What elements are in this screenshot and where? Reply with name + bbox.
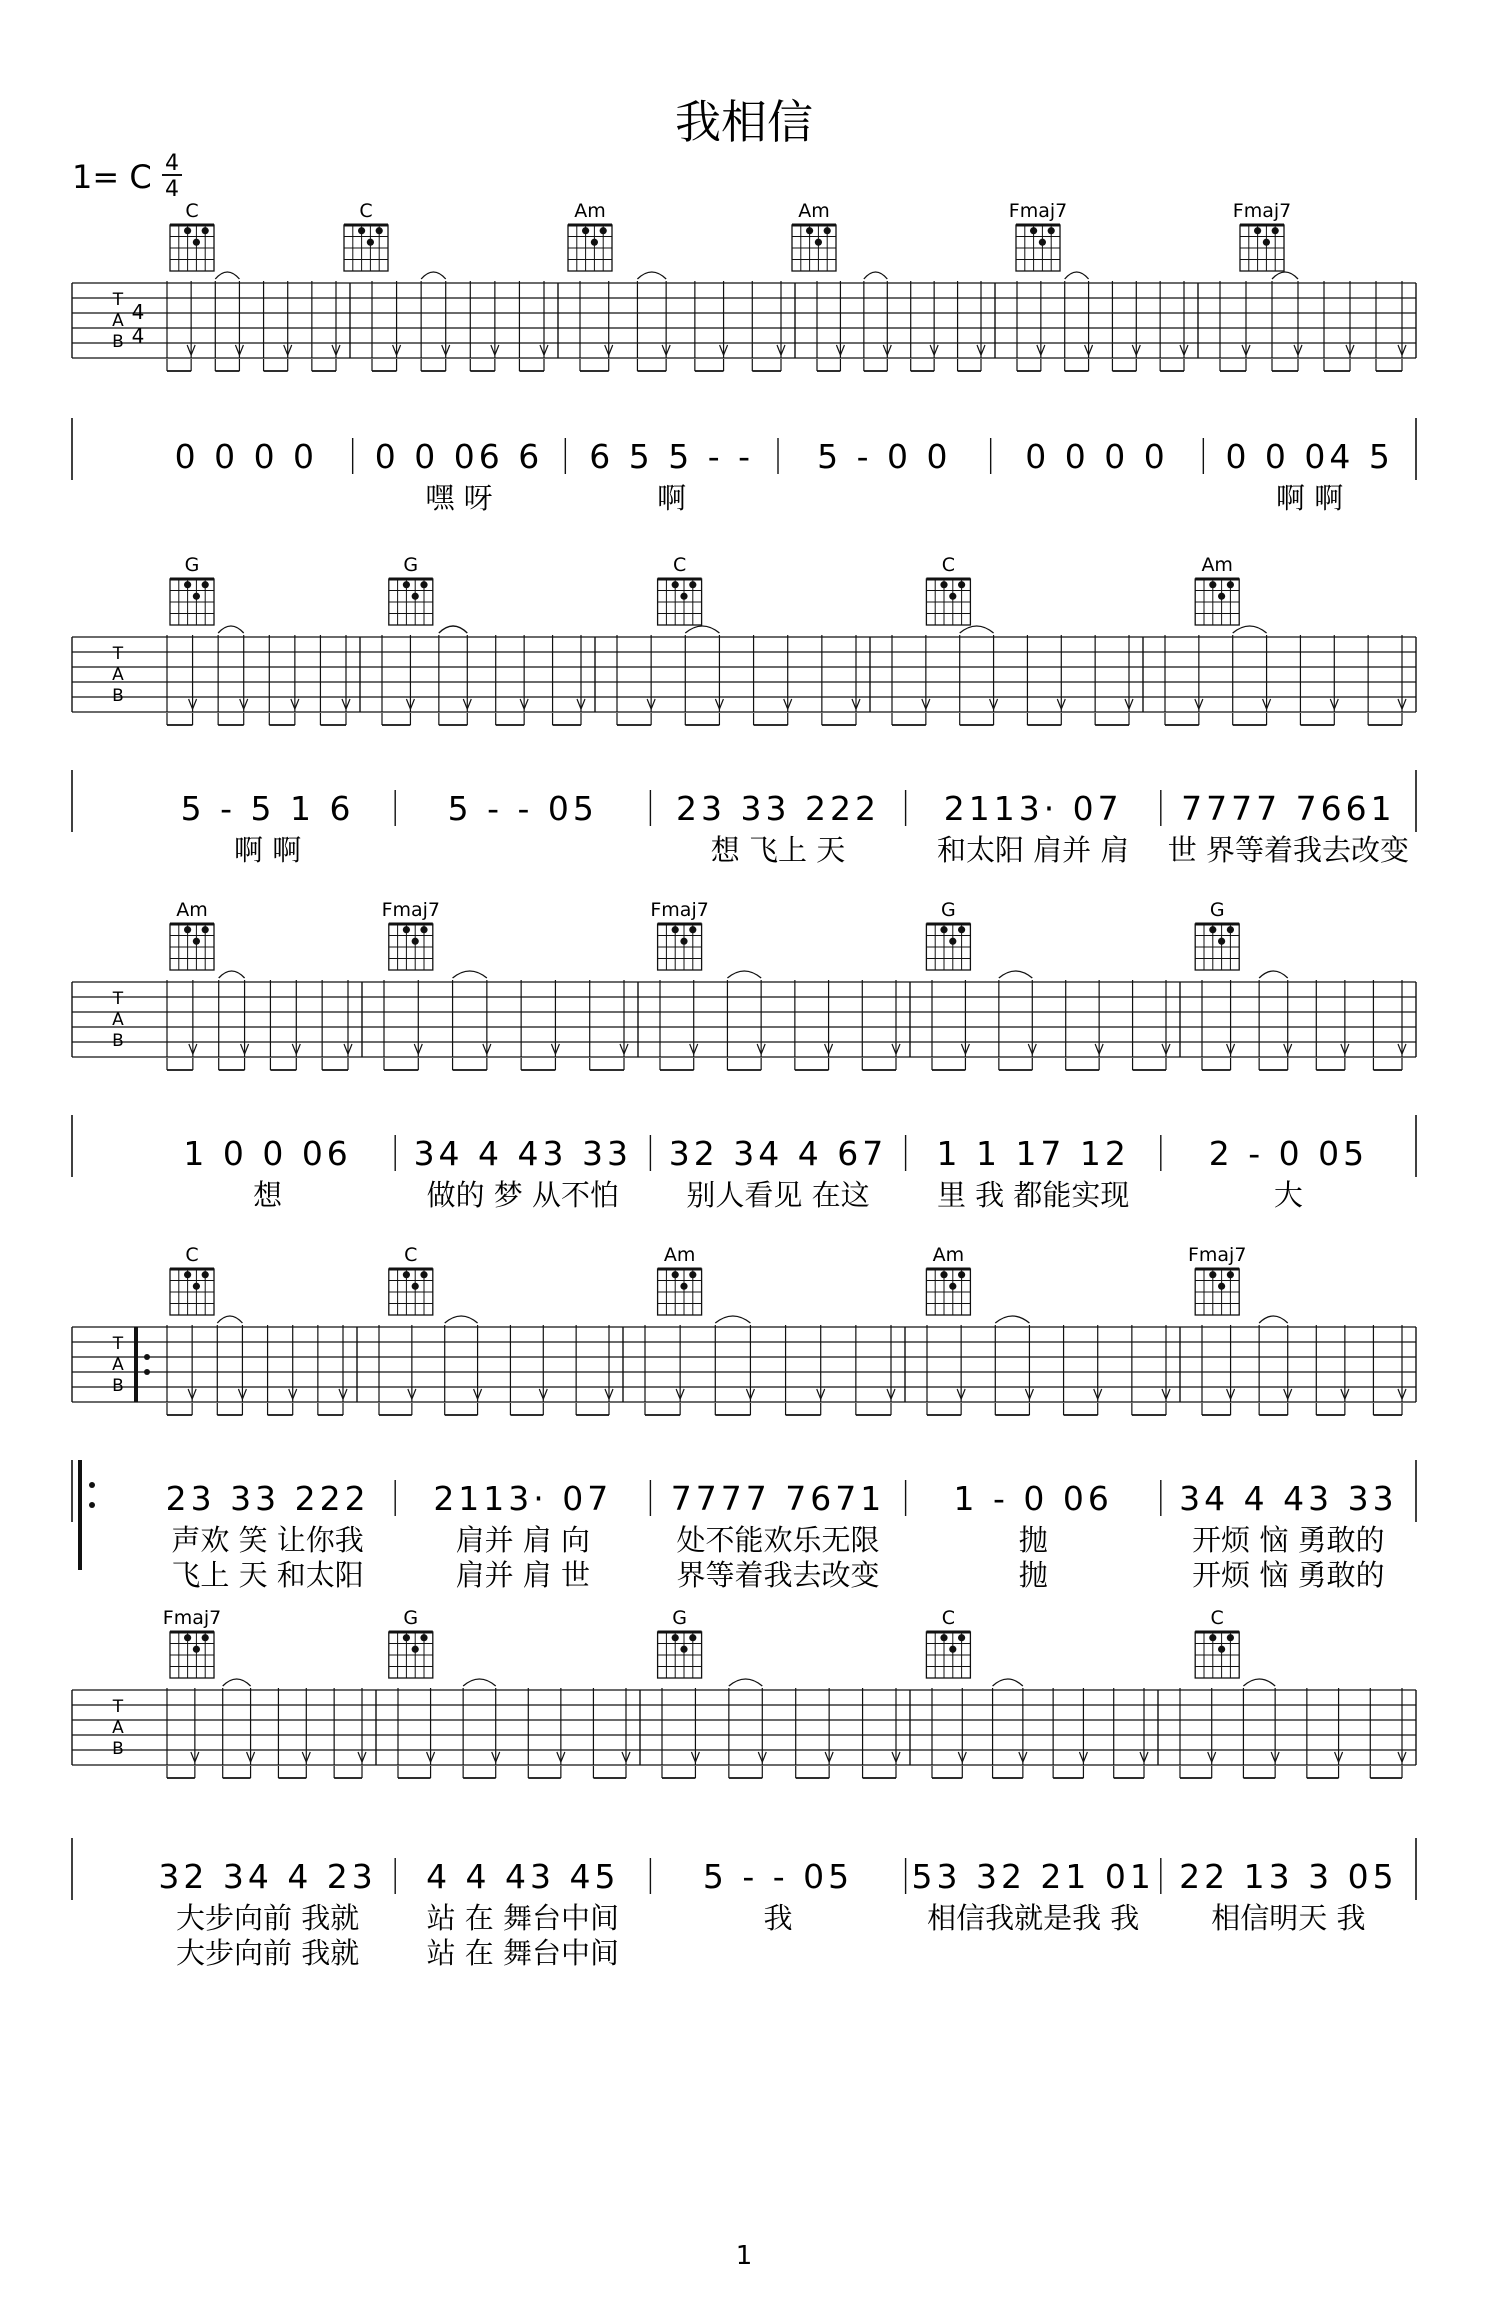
chord-diagram-dot — [412, 593, 419, 600]
chord-diagram-dot — [600, 227, 607, 234]
chord-diagram-dot — [202, 926, 209, 933]
tab-time-sig: 4 — [131, 324, 145, 348]
jianpu-measure: 5 - 0 0 — [817, 437, 952, 476]
chord-diagram-dot — [1209, 1271, 1216, 1278]
chord-name: C — [672, 554, 687, 576]
chord-name: C — [1210, 1607, 1224, 1629]
chord-diagram-dot — [202, 227, 209, 234]
lyric-line-2: 站 在 舞台中间 — [426, 1936, 620, 1970]
lyric-line-2: 抛 — [1018, 1558, 1048, 1592]
chord-diagram-dot — [1218, 1646, 1225, 1653]
strum-tie — [960, 626, 994, 633]
jianpu-measure: 2113· 07 — [433, 1479, 613, 1518]
chord-diagram-dot — [680, 938, 687, 945]
chord-diagram-dot — [184, 1634, 191, 1641]
chord-diagram-dot — [403, 1634, 410, 1641]
strum-tie — [637, 272, 666, 279]
song-title: 我相信 — [675, 95, 813, 149]
chord-name: Am — [1201, 554, 1233, 576]
jianpu-measure: 0 0 04 5 — [1225, 437, 1394, 476]
chord-diagram-dot — [958, 581, 965, 588]
chord-diagram-dot — [958, 1634, 965, 1641]
tab-clef-letter: T — [112, 290, 124, 310]
jianpu-measure: 34 4 43 33 — [1179, 1479, 1398, 1518]
chord-diagram-dot — [958, 1271, 965, 1278]
system-2 — [72, 554, 1416, 867]
jianpu-measure: 5 - 5 1 6 — [180, 789, 355, 828]
chord-diagram-dot — [1272, 227, 1279, 234]
strum-tie — [223, 1679, 251, 1686]
strum-tie — [995, 1316, 1029, 1323]
jianpu-measure: 1 1 17 12 — [936, 1134, 1130, 1173]
chord-diagram-dot — [193, 938, 200, 945]
chord-diagram-dot — [193, 239, 200, 246]
lyric-line-1: 大步向前 我就 — [175, 1901, 360, 1935]
chord-diagram-dot — [672, 1271, 679, 1278]
tab-clef-letter: B — [112, 1031, 124, 1051]
chord-diagram-dot — [376, 227, 383, 234]
chord-diagram-dot — [680, 1646, 687, 1653]
lyric-line-1: 相信明天 我 — [1211, 1901, 1366, 1935]
chord-diagram-dot — [420, 926, 427, 933]
chord-diagram-dot — [815, 239, 822, 246]
lyric-line-2: 飞上 天 和太阳 — [171, 1558, 364, 1592]
jianpu-measure: 5 - - 05 — [702, 1857, 854, 1896]
lyric-line-1: 处不能欢乐无限 — [676, 1523, 880, 1557]
tab-clef-letter: A — [112, 1010, 124, 1030]
chord-diagram-dot — [403, 1271, 410, 1278]
lyric-line-1: 站 在 舞台中间 — [426, 1901, 620, 1935]
tab-clef-letter: B — [112, 1739, 124, 1759]
tab-clef-letter: B — [112, 686, 124, 706]
tab-clef-letter: A — [112, 1355, 124, 1375]
chord-name: C — [185, 1244, 199, 1266]
system-5 — [72, 1607, 1416, 1970]
tab-clef-letter: T — [112, 644, 124, 664]
chord-diagram-dot — [1218, 938, 1225, 945]
chord-diagram-dot — [202, 1634, 209, 1641]
time-sig-top: 4 — [165, 151, 179, 176]
chord-diagram-dot — [672, 581, 679, 588]
strum-tie — [1065, 272, 1089, 279]
chord-name: Am — [176, 899, 208, 921]
lyric-line-1: 嘿 呀 — [425, 481, 493, 515]
chord-diagram-dot — [184, 1271, 191, 1278]
tab-time-sig: 4 — [131, 300, 145, 324]
chord-name: G — [672, 1607, 687, 1629]
chord-diagram-dot — [1209, 926, 1216, 933]
chord-name: C — [404, 1244, 418, 1266]
system-3 — [72, 899, 1416, 1212]
lyric-line-2: 大步向前 我就 — [175, 1936, 360, 1970]
chord-name: Fmaj7 — [381, 899, 441, 921]
chord-diagram-dot — [672, 926, 679, 933]
lyric-line-1: 抛 — [1018, 1523, 1048, 1557]
chord-diagram-dot — [1209, 581, 1216, 588]
chord-diagram-dot — [193, 593, 200, 600]
chord-name: Am — [663, 1244, 696, 1266]
strum-tie — [727, 971, 761, 978]
chord-diagram-dot — [824, 227, 831, 234]
chord-name: C — [941, 1607, 956, 1629]
jianpu-measure: 0 0 0 0 — [174, 437, 319, 476]
chord-diagram-dot — [949, 593, 956, 600]
chord-diagram-dot — [689, 1271, 696, 1278]
system-1 — [72, 200, 1416, 515]
jianpu-measure: 53 32 21 01 — [911, 1857, 1155, 1896]
jianpu-measure: 5 - - 05 — [447, 789, 598, 828]
lyric-line-1: 世 界等着我去改变 — [1167, 833, 1410, 867]
strum-tie — [1259, 971, 1288, 978]
chord-diagram-dot — [958, 926, 965, 933]
chord-diagram-dot — [1218, 1283, 1225, 1290]
strum-tie — [999, 971, 1032, 978]
chord-diagram-dot — [358, 227, 365, 234]
tab-clef-letter: T — [112, 1697, 124, 1717]
jianpu-measure: 23 33 222 — [676, 789, 880, 828]
chord-diagram-dot — [689, 1634, 696, 1641]
chord-diagram-dot — [940, 1634, 947, 1641]
strum-tie — [218, 626, 244, 633]
chord-diagram-dot — [949, 938, 956, 945]
page-number: 1 — [735, 2241, 753, 2271]
lyric-line-1: 啊 啊 — [233, 833, 302, 867]
chord-name: C — [185, 200, 199, 222]
strum-tie — [1259, 1316, 1288, 1323]
chord-diagram-dot — [184, 926, 191, 933]
chord-diagram-dot — [680, 1283, 687, 1290]
jianpu-measure: 2 - 0 05 — [1208, 1134, 1369, 1173]
jianpu-measure: 22 13 3 05 — [1179, 1857, 1398, 1896]
chord-diagram-dot — [184, 581, 191, 588]
lyric-line-1: 和太阳 肩并 肩 — [936, 833, 1130, 867]
jianpu-measure: 34 4 43 33 — [413, 1134, 633, 1173]
chord-diagram-dot — [591, 239, 598, 246]
chord-diagram-dot — [1030, 227, 1037, 234]
chord-diagram-dot — [1218, 593, 1225, 600]
chord-diagram-dot — [1209, 1634, 1216, 1641]
chord-diagram-dot — [949, 1283, 956, 1290]
chord-name: C — [359, 200, 373, 222]
jianpu-measure: 7777 7671 — [670, 1479, 886, 1518]
tab-clef-letter: B — [112, 332, 124, 352]
lyric-line-1: 想 飞上 天 — [710, 833, 846, 867]
strum-tie — [439, 626, 467, 633]
chord-diagram-dot — [689, 581, 696, 588]
chord-name: G — [941, 899, 956, 921]
lyric-line-1: 啊 — [657, 481, 687, 515]
chord-diagram-dot — [193, 1283, 200, 1290]
jianpu-measure: 32 34 4 67 — [668, 1134, 888, 1173]
chord-name: Fmaj7 — [162, 1607, 222, 1629]
chord-diagram-dot — [420, 1271, 427, 1278]
lyric-line-1: 里 我 都能实现 — [936, 1178, 1130, 1212]
repeat-dot — [144, 1354, 150, 1360]
chord-diagram-dot — [680, 593, 687, 600]
chord-name: Fmaj7 — [1008, 200, 1068, 222]
tab-clef-letter: T — [112, 1334, 124, 1354]
chord-diagram-dot — [949, 1646, 956, 1653]
chord-name: Am — [798, 200, 830, 222]
chord-diagram-dot — [202, 1271, 209, 1278]
chord-diagram-dot — [582, 227, 589, 234]
lyric-line-1: 大 — [1273, 1178, 1303, 1212]
chord-diagram-dot — [689, 926, 696, 933]
lyric-line-2: 开烦 恼 勇敢的 — [1192, 1558, 1385, 1592]
jianpu-measure: 0 0 0 0 — [1025, 437, 1169, 476]
strum-tie — [217, 1316, 242, 1323]
chord-diagram-dot — [184, 227, 191, 234]
time-sig-bottom: 4 — [165, 177, 179, 202]
strum-tie — [729, 1679, 762, 1686]
jianpu-measure: 4 4 43 45 — [426, 1857, 620, 1896]
chord-diagram-dot — [412, 1283, 419, 1290]
strum-tie — [421, 272, 446, 279]
chord-diagram-dot — [412, 1646, 419, 1653]
lyric-line-1: 啊 啊 — [1276, 481, 1344, 515]
chord-diagram-dot — [1227, 1271, 1234, 1278]
chord-diagram-dot — [1048, 227, 1055, 234]
jianpu-measure: 1 0 0 06 — [183, 1134, 352, 1173]
chord-diagram-dot — [202, 581, 209, 588]
lyric-line-2: 肩并 肩 世 — [455, 1558, 591, 1592]
chord-diagram-dot — [403, 581, 410, 588]
chord-diagram-dot — [1227, 1634, 1234, 1641]
chord-diagram-dot — [940, 581, 947, 588]
chord-diagram-dot — [1263, 239, 1270, 246]
strum-tie — [715, 1316, 750, 1323]
strum-tie — [1243, 1679, 1275, 1686]
strum-tie — [864, 272, 887, 279]
chord-name: Am — [932, 1244, 965, 1266]
chord-diagram-dot — [672, 1634, 679, 1641]
lyric-line-1: 声欢 笑 让你我 — [171, 1523, 364, 1557]
chord-name: Fmaj7 — [650, 899, 709, 921]
jianpu-measure: 32 34 4 23 — [158, 1857, 377, 1896]
notation-repeat-dot — [89, 1482, 95, 1488]
key-signature: 1= C — [72, 158, 152, 196]
jianpu-measure: 6 5 5 - - — [589, 437, 755, 476]
chord-name: Fmaj7 — [1232, 200, 1292, 222]
jianpu-measure: 0 0 06 6 — [374, 437, 544, 476]
lyric-line-1: 别人看见 在这 — [686, 1178, 870, 1212]
chord-diagram-dot — [412, 938, 419, 945]
strum-tie — [219, 971, 245, 978]
strum-tie — [445, 1316, 478, 1323]
tab-clef-letter: A — [112, 1718, 124, 1738]
strum-tie — [463, 1679, 496, 1686]
lyric-line-1: 做的 梦 从不怕 — [426, 1178, 620, 1212]
tab-clef-letter: A — [112, 665, 124, 685]
chord-diagram-dot — [1039, 239, 1046, 246]
chord-diagram-dot — [940, 1271, 947, 1278]
strum-tie — [993, 1679, 1023, 1686]
chord-diagram-dot — [420, 1634, 427, 1641]
strum-tie — [1272, 272, 1298, 279]
chord-diagram-dot — [1254, 227, 1261, 234]
jianpu-measure: 2113· 07 — [943, 789, 1123, 828]
strum-tie — [215, 272, 239, 279]
chord-diagram-dot — [403, 926, 410, 933]
strum-tie — [1233, 626, 1267, 633]
chord-diagram-dot — [1227, 581, 1234, 588]
notation-repeat-dot — [89, 1502, 95, 1508]
chord-name: Fmaj7 — [1187, 1244, 1247, 1266]
repeat-dot — [144, 1369, 150, 1375]
jianpu-measure: 1 - 0 06 — [953, 1479, 1113, 1518]
lyric-line-2: 界等着我去改变 — [676, 1558, 880, 1592]
lyric-line-1: 开烦 恼 勇敢的 — [1192, 1523, 1385, 1557]
lyric-line-1: 想 — [253, 1178, 283, 1212]
strum-tie — [453, 971, 487, 978]
chord-name: G — [1209, 899, 1225, 921]
chord-diagram-dot — [940, 926, 947, 933]
lyric-line-1: 相信我就是我 我 — [927, 1901, 1140, 1935]
system-4 — [72, 1244, 1416, 1592]
jianpu-measure: 7777 7661 — [1181, 789, 1396, 828]
chord-name: G — [184, 554, 200, 576]
tab-clef-letter: A — [112, 311, 124, 331]
tab-clef-letter: T — [112, 989, 124, 1009]
chord-name: G — [403, 1607, 419, 1629]
chord-diagram-dot — [367, 239, 374, 246]
tab-clef-letter: B — [112, 1376, 124, 1396]
chord-diagram-dot — [806, 227, 813, 234]
chord-diagram-dot — [420, 581, 427, 588]
chord-diagram-dot — [193, 1646, 200, 1653]
chord-name: Am — [574, 200, 606, 222]
chord-diagram-dot — [1227, 926, 1234, 933]
jianpu-measure: 23 33 222 — [165, 1479, 370, 1518]
lyric-line-1: 我 — [763, 1901, 793, 1935]
lyric-line-1: 肩并 肩 向 — [455, 1523, 591, 1557]
chord-name: G — [403, 554, 419, 576]
chord-name: C — [941, 554, 956, 576]
strum-tie — [685, 626, 719, 633]
